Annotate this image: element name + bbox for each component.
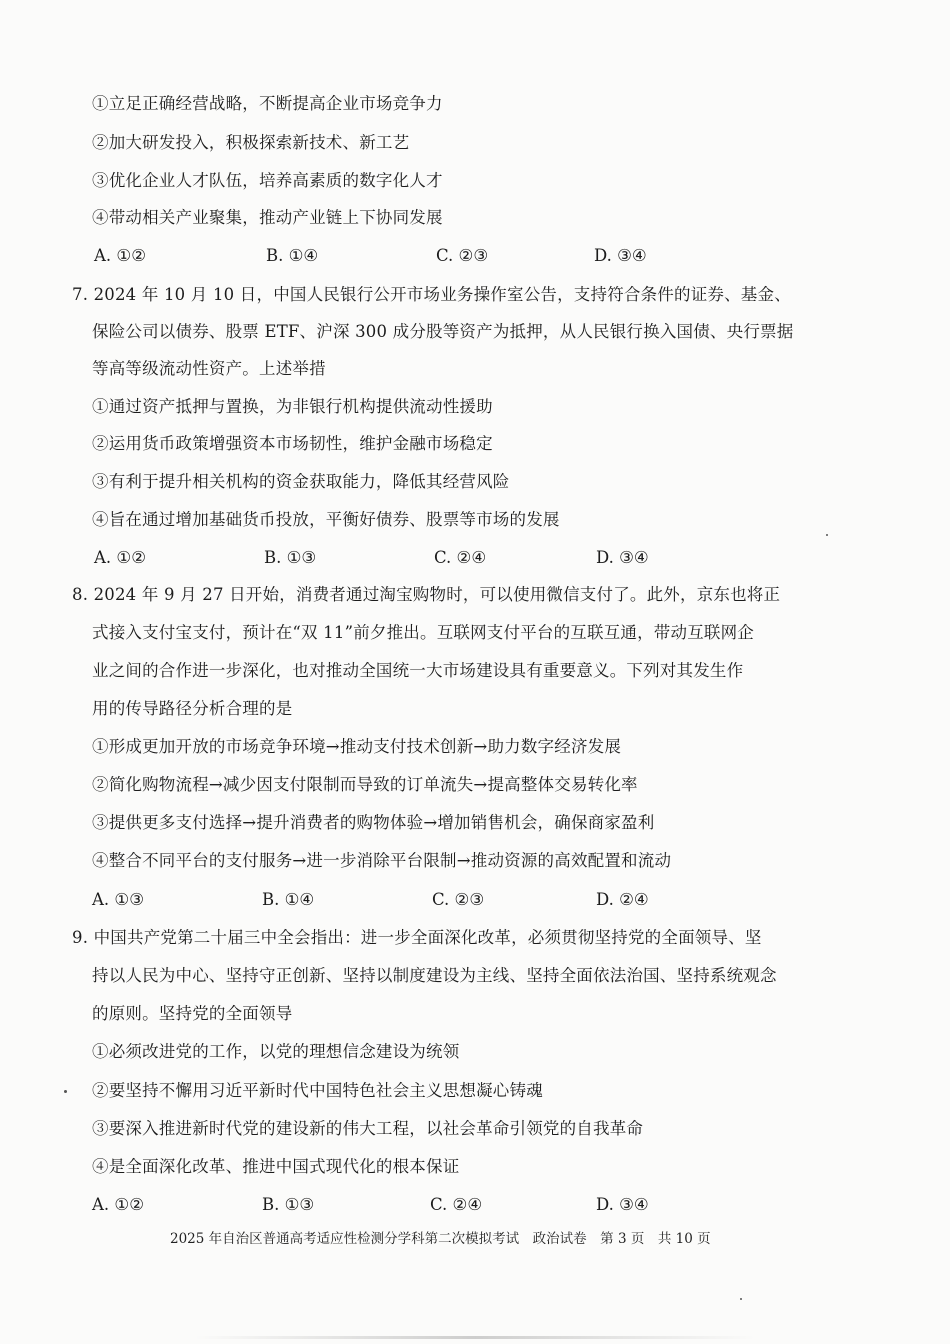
q9-item-2: ②要坚持不懈用习近平新时代中国特色社会主义思想凝心铸魂 bbox=[92, 1081, 543, 1100]
q6-item-4: ④带动相关产业聚集，推动产业链上下协同发展 bbox=[92, 208, 443, 227]
q8-stem-line-4: 用的传导路径分析合理的是 bbox=[92, 699, 293, 718]
q8-stem-line-1: 8. 2024 年 9 月 27 日开始，消费者通过淘宝购物时，可以使用微信支付了。此外，京东也将正 bbox=[72, 585, 781, 604]
q7-item-1: ①通过资产抵押与置换，为非银行机构提供流动性援助 bbox=[92, 397, 493, 416]
q7-option-c: C. ②④ bbox=[434, 548, 487, 567]
q9-stem-line-1: 9. 中国共产党第二十届三中全会指出：进一步全面深化改革，必须贯彻坚持党的全面领导、坚 bbox=[72, 928, 762, 947]
q9-option-a: A. ①② bbox=[92, 1195, 144, 1214]
q9-item-3: ③要深入推进新时代党的建设新的伟大工程，以社会革命引领党的自我革命 bbox=[92, 1119, 644, 1138]
q8-item-1: ①形成更加开放的市场竞争环境→推动支付技术创新→助力数字经济发展 bbox=[92, 737, 622, 756]
q9-stem-line-3: 的原则。坚持党的全面领导 bbox=[92, 1004, 293, 1023]
q6-item-1: ①立足正确经营战略，不断提高企业市场竞争力 bbox=[92, 94, 443, 113]
q9-item-4: ④是全面深化改革、推进中国式现代化的根本保证 bbox=[92, 1157, 460, 1176]
scan-speck bbox=[826, 534, 828, 536]
q8-option-a: A. ①③ bbox=[92, 890, 144, 909]
q7-item-3: ③有利于提升相关机构的资金获取能力，降低其经营风险 bbox=[92, 472, 510, 491]
q6-option-b: B. ①④ bbox=[266, 246, 319, 265]
q9-item-1: ①必须改进党的工作，以党的理想信念建设为统领 bbox=[92, 1042, 460, 1061]
page-footer: 2025 年自治区普通高考适应性检测分学科第二次模拟考试 政治试卷 第 3 页 共 10 页 bbox=[170, 1231, 711, 1247]
q6-option-a: A. ①② bbox=[94, 246, 146, 265]
q6-item-3: ③优化企业人才队伍，培养高素质的数字化人才 bbox=[92, 171, 443, 190]
q8-option-d: D. ②④ bbox=[596, 890, 649, 909]
q7-option-d: D. ③④ bbox=[596, 548, 649, 567]
q8-option-b: B. ①④ bbox=[262, 890, 315, 909]
q8-stem-line-2: 式接入支付宝支付，预计在“双 11”前夕推出。互联网支付平台的互联互通，带动互联网企 bbox=[92, 623, 755, 642]
q7-stem-line-3: 等高等级流动性资产。上述举措 bbox=[92, 359, 326, 378]
q8-stem-line-3: 业之间的合作进一步深化，也对推动全国统一大市场建设具有重要意义。下列对其发生作 bbox=[92, 661, 744, 680]
q8-item-3: ③提供更多支付选择→提升消费者的购物体验→增加销售机会，确保商家盈利 bbox=[92, 813, 655, 832]
q7-stem-line-1: 7. 2024 年 10 月 10 日，中国人民银行公开市场业务操作室公告，支持符合条件的证券、基金、 bbox=[72, 285, 791, 304]
q8-option-c: C. ②③ bbox=[432, 890, 485, 909]
q6-item-2: ②加大研发投入，积极探索新技术、新工艺 bbox=[92, 133, 410, 152]
q7-item-4: ④旨在通过增加基础货币投放，平衡好债券、股票等市场的发展 bbox=[92, 510, 560, 529]
q9-option-c: C. ②④ bbox=[430, 1195, 483, 1214]
q6-option-c: C. ②③ bbox=[436, 246, 489, 265]
scan-speck bbox=[64, 1090, 67, 1093]
q7-item-2: ②运用货币政策增强资本市场韧性，维护金融市场稳定 bbox=[92, 434, 493, 453]
q7-option-a: A. ①② bbox=[94, 548, 146, 567]
q7-stem-line-2: 保险公司以债券、股票 ETF、沪深 300 成分股等资产为抵押，从人民银行换入国债、央行票据 bbox=[92, 322, 794, 341]
q9-option-d: D. ③④ bbox=[596, 1195, 649, 1214]
q8-item-4: ④整合不同平台的支付服务→进一步消除平台限制→推动资源的高效配置和流动 bbox=[92, 851, 672, 870]
q9-stem-line-2: 持以人民为中心、坚持守正创新、坚持以制度建设为主线、坚持全面依法治国、坚持系统观念 bbox=[92, 966, 777, 985]
scan-edge-shadow bbox=[195, 1336, 755, 1339]
scan-speck bbox=[740, 1298, 742, 1300]
q9-option-b: B. ①③ bbox=[262, 1195, 315, 1214]
q7-option-b: B. ①③ bbox=[264, 548, 317, 567]
q6-option-d: D. ③④ bbox=[594, 246, 647, 265]
q8-item-2: ②简化购物流程→减少因支付限制而导致的订单流失→提高整体交易转化率 bbox=[92, 775, 638, 794]
